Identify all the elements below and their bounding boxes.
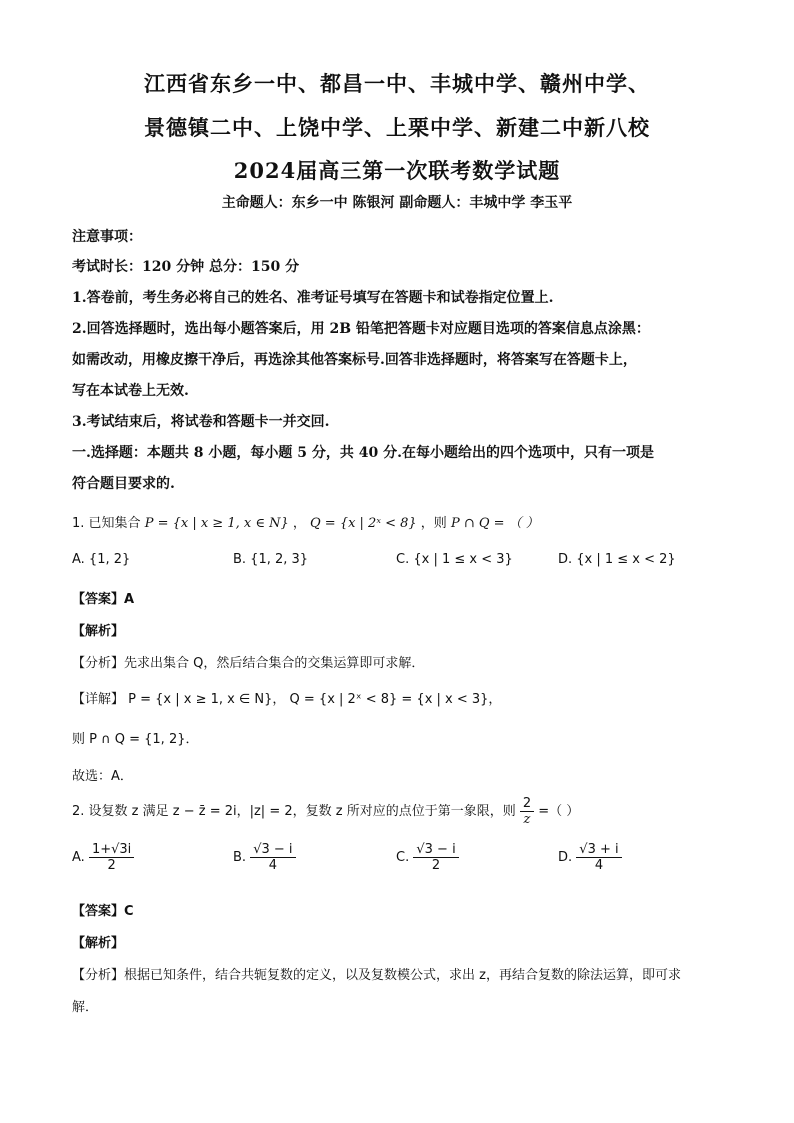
q2-option-d bbox=[558, 842, 622, 873]
q2-stem bbox=[72, 796, 579, 827]
q2-option-b bbox=[233, 842, 296, 873]
q2-stem-text: 2. 设复数 z 满足 z − z̄ = 2i，|z| = 2，复数 z 所对应的点位于第一象限，则 bbox=[72, 804, 516, 819]
q1-option-b: B. {1, 2, 3} bbox=[233, 552, 309, 567]
authors: 主命题人：东乡一中 陈银河 副命题人：丰城中学 李玉平 bbox=[221, 195, 573, 211]
notes-item-2-line-2: 如需改动，用橡皮擦干净后，再选涂其他答案标号.回答非选择题时，将答案写在答题卡上， bbox=[72, 352, 637, 368]
q2-option-d-den: 4 bbox=[594, 858, 604, 873]
notes-item-3: 3.考试结束后，将试卷和答题卡一并交回. bbox=[72, 414, 330, 430]
notes-item-2-line-1: 2.回答选择题时，选出每小题答案后，用 2B 铅笔把答题卡对应题目选项的答案信息点涂黑： bbox=[72, 321, 650, 337]
q2-answer: 【答案】C bbox=[72, 904, 134, 919]
q1-stem-intro: 1. 已知集合 bbox=[72, 516, 141, 531]
q2-analysis-heading: 【解析】 bbox=[72, 936, 125, 951]
q1-detail: 【详解】 P = {x | x ≥ 1, x ∈ N}， Q = {x | 2ˣ < 8} = {x | x < 3}， bbox=[72, 692, 502, 707]
q2-option-a-den: 2 bbox=[107, 858, 116, 873]
q2-option-a-label: A. bbox=[72, 850, 85, 865]
q2-option-d-label: D. bbox=[558, 850, 573, 865]
notes-item-1: 1.答卷前，考生务必将自己的姓名、准考证号填写在答题卡和试卷指定位置上. bbox=[72, 290, 554, 306]
title-line-1: 江西省东乡一中、都昌一中、丰城中学、赣州中学、 bbox=[144, 71, 650, 96]
q2-option-b-fraction bbox=[250, 842, 295, 873]
q2-option-a-num: 1+√3i bbox=[89, 842, 134, 858]
q2-option-b-label: B. bbox=[233, 850, 247, 865]
q2-option-a-fraction bbox=[89, 842, 134, 873]
q1-stem-then: ，则 bbox=[420, 516, 447, 531]
section-1-line-2: 符合题目要求的. bbox=[72, 476, 175, 492]
title-line-2: 景德镇二中、上饶中学、上栗中学、新建二中新八校 bbox=[144, 115, 650, 140]
q1-set-q: Q = {x | 2ˣ < 8} bbox=[310, 516, 417, 531]
q1-answer: 【答案】A bbox=[72, 592, 135, 607]
q2-option-c-fraction bbox=[413, 842, 458, 873]
q2-option-c-num: √3 − i bbox=[413, 842, 458, 858]
q2-stem-frac-num: 2 bbox=[520, 796, 534, 812]
q2-stem-frac-den: z bbox=[523, 812, 531, 827]
q2-option-b-den: 4 bbox=[268, 858, 277, 873]
q1-option-a: A. {1, 2} bbox=[72, 552, 131, 567]
title-line-3: 2024届高三第一次联考数学试题 bbox=[233, 158, 561, 183]
q2-option-c-den: 2 bbox=[431, 858, 441, 873]
q2-option-d-fraction bbox=[576, 842, 621, 873]
q2-analysis-line-2: 解． bbox=[72, 1000, 99, 1015]
q1-stem: 1. 已知集合 P = {x | x ≥ 1, x ∈ N} ， Q = {x | 2ˣ < 8} ，则 P ∩ Q = （ ） bbox=[72, 516, 539, 531]
q2-option-c bbox=[396, 842, 459, 873]
notes-item-2-line-3: 写在本试卷上无效. bbox=[72, 383, 189, 399]
q2-option-c-label: C. bbox=[396, 850, 410, 865]
q1-detail-2: 则 P ∩ Q = {1, 2}． bbox=[72, 732, 199, 747]
q1-option-c: C. {x | 1 ≤ x < 3} bbox=[396, 552, 513, 567]
q1-choose: 故选：A． bbox=[72, 769, 133, 784]
q1-analysis: 【分析】先求出集合 Q，然后结合集合的交集运算即可求解． bbox=[72, 656, 425, 671]
section-1-line-1: 一.选择题：本题共 8 小题，每小题 5 分，共 40 分.在每小题给出的四个选项中，只有一项是 bbox=[72, 445, 654, 461]
notes-heading: 注意事项： bbox=[72, 229, 142, 245]
q2-analysis-line-1: 【分析】根据已知条件，结合共轭复数的定义，以及复数模公式，求出 z，再结合复数的除法运算，即可求 bbox=[72, 968, 681, 983]
q1-option-d: D. {x | 1 ≤ x < 2} bbox=[558, 552, 676, 567]
q1-ask: P ∩ Q = （ ） bbox=[450, 516, 539, 531]
q2-stem-fraction bbox=[520, 796, 534, 827]
q2-stem-end: =（ ） bbox=[538, 804, 580, 819]
q2-option-d-num: √3 + i bbox=[576, 842, 621, 858]
q1-set-p: P = {x | x ≥ 1, x ∈ N} bbox=[144, 516, 289, 531]
q1-analysis-heading: 【解析】 bbox=[72, 624, 125, 639]
notes-time: 考试时长：120 分钟 总分：150 分 bbox=[72, 259, 300, 275]
q2-option-a bbox=[72, 842, 134, 873]
q2-option-b-num: √3 − i bbox=[250, 842, 295, 858]
